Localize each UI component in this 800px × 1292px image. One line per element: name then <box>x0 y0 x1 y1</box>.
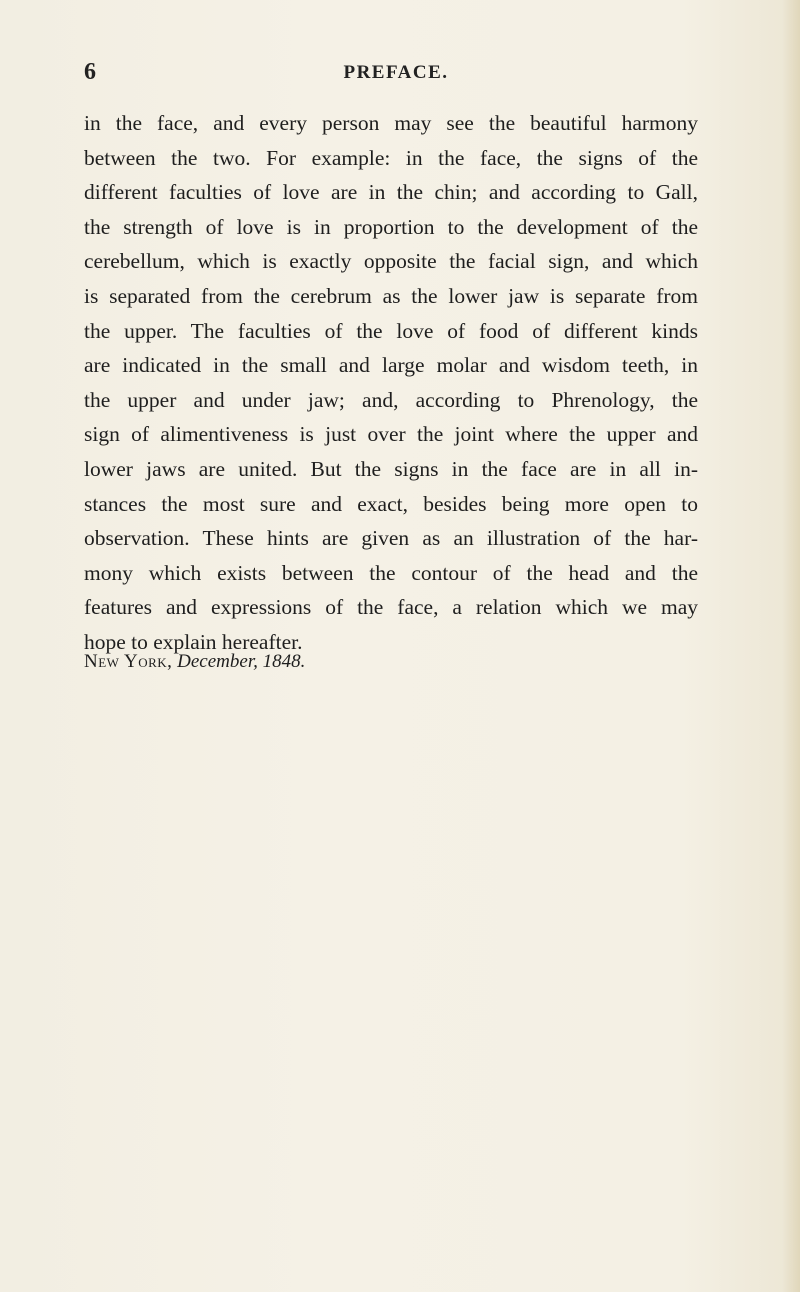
text-line: observation. These hints are given as an illustration of the har- <box>84 526 698 551</box>
text-line: lower jaws are united. But the signs in the face are in all in- <box>84 456 698 481</box>
page-number: 6 <box>84 59 96 85</box>
text-line: sign of alimentiveness is just over the joint where the upper and <box>84 422 698 447</box>
text-line: cerebellum, which is exactly opposite the facial sign, and which <box>84 249 698 274</box>
preface-body <box>84 106 698 660</box>
text-line: features and expressions of the face, a relation which we may <box>84 595 698 620</box>
page-edge-shadow <box>782 0 800 1292</box>
preface-signature <box>84 648 305 676</box>
text-line: mony which exists between the contour of the head and the <box>84 560 698 585</box>
text-line: in the face, and every person may see the beautiful harmony <box>84 111 698 135</box>
text-line: are indicated in the small and large molar and wisdom teeth, in <box>84 353 698 378</box>
text-line: between the two. For example: in the face, the signs of the <box>84 145 698 170</box>
signature-place: New York, <box>84 651 173 672</box>
text-line: different faculties of love are in the chin; and according to Gall, <box>84 180 698 205</box>
text-line: is separated from the cerebrum as the lower jaw is separate from <box>84 283 698 308</box>
text-line: the upper. The faculties of the love of food of different kinds <box>84 318 698 343</box>
text-line: stances the most sure and exact, besides being more open to <box>84 491 698 516</box>
running-head: PREFACE. <box>343 62 449 83</box>
text-line: the upper and under jaw; and, according to Phrenology, the <box>84 387 698 412</box>
text-line: the strength of love is in proportion to the development of the <box>84 214 698 239</box>
text-line: hope to explain hereafter. <box>84 629 303 654</box>
signature-date: December, 1848. <box>177 651 306 672</box>
page-header <box>84 58 708 86</box>
